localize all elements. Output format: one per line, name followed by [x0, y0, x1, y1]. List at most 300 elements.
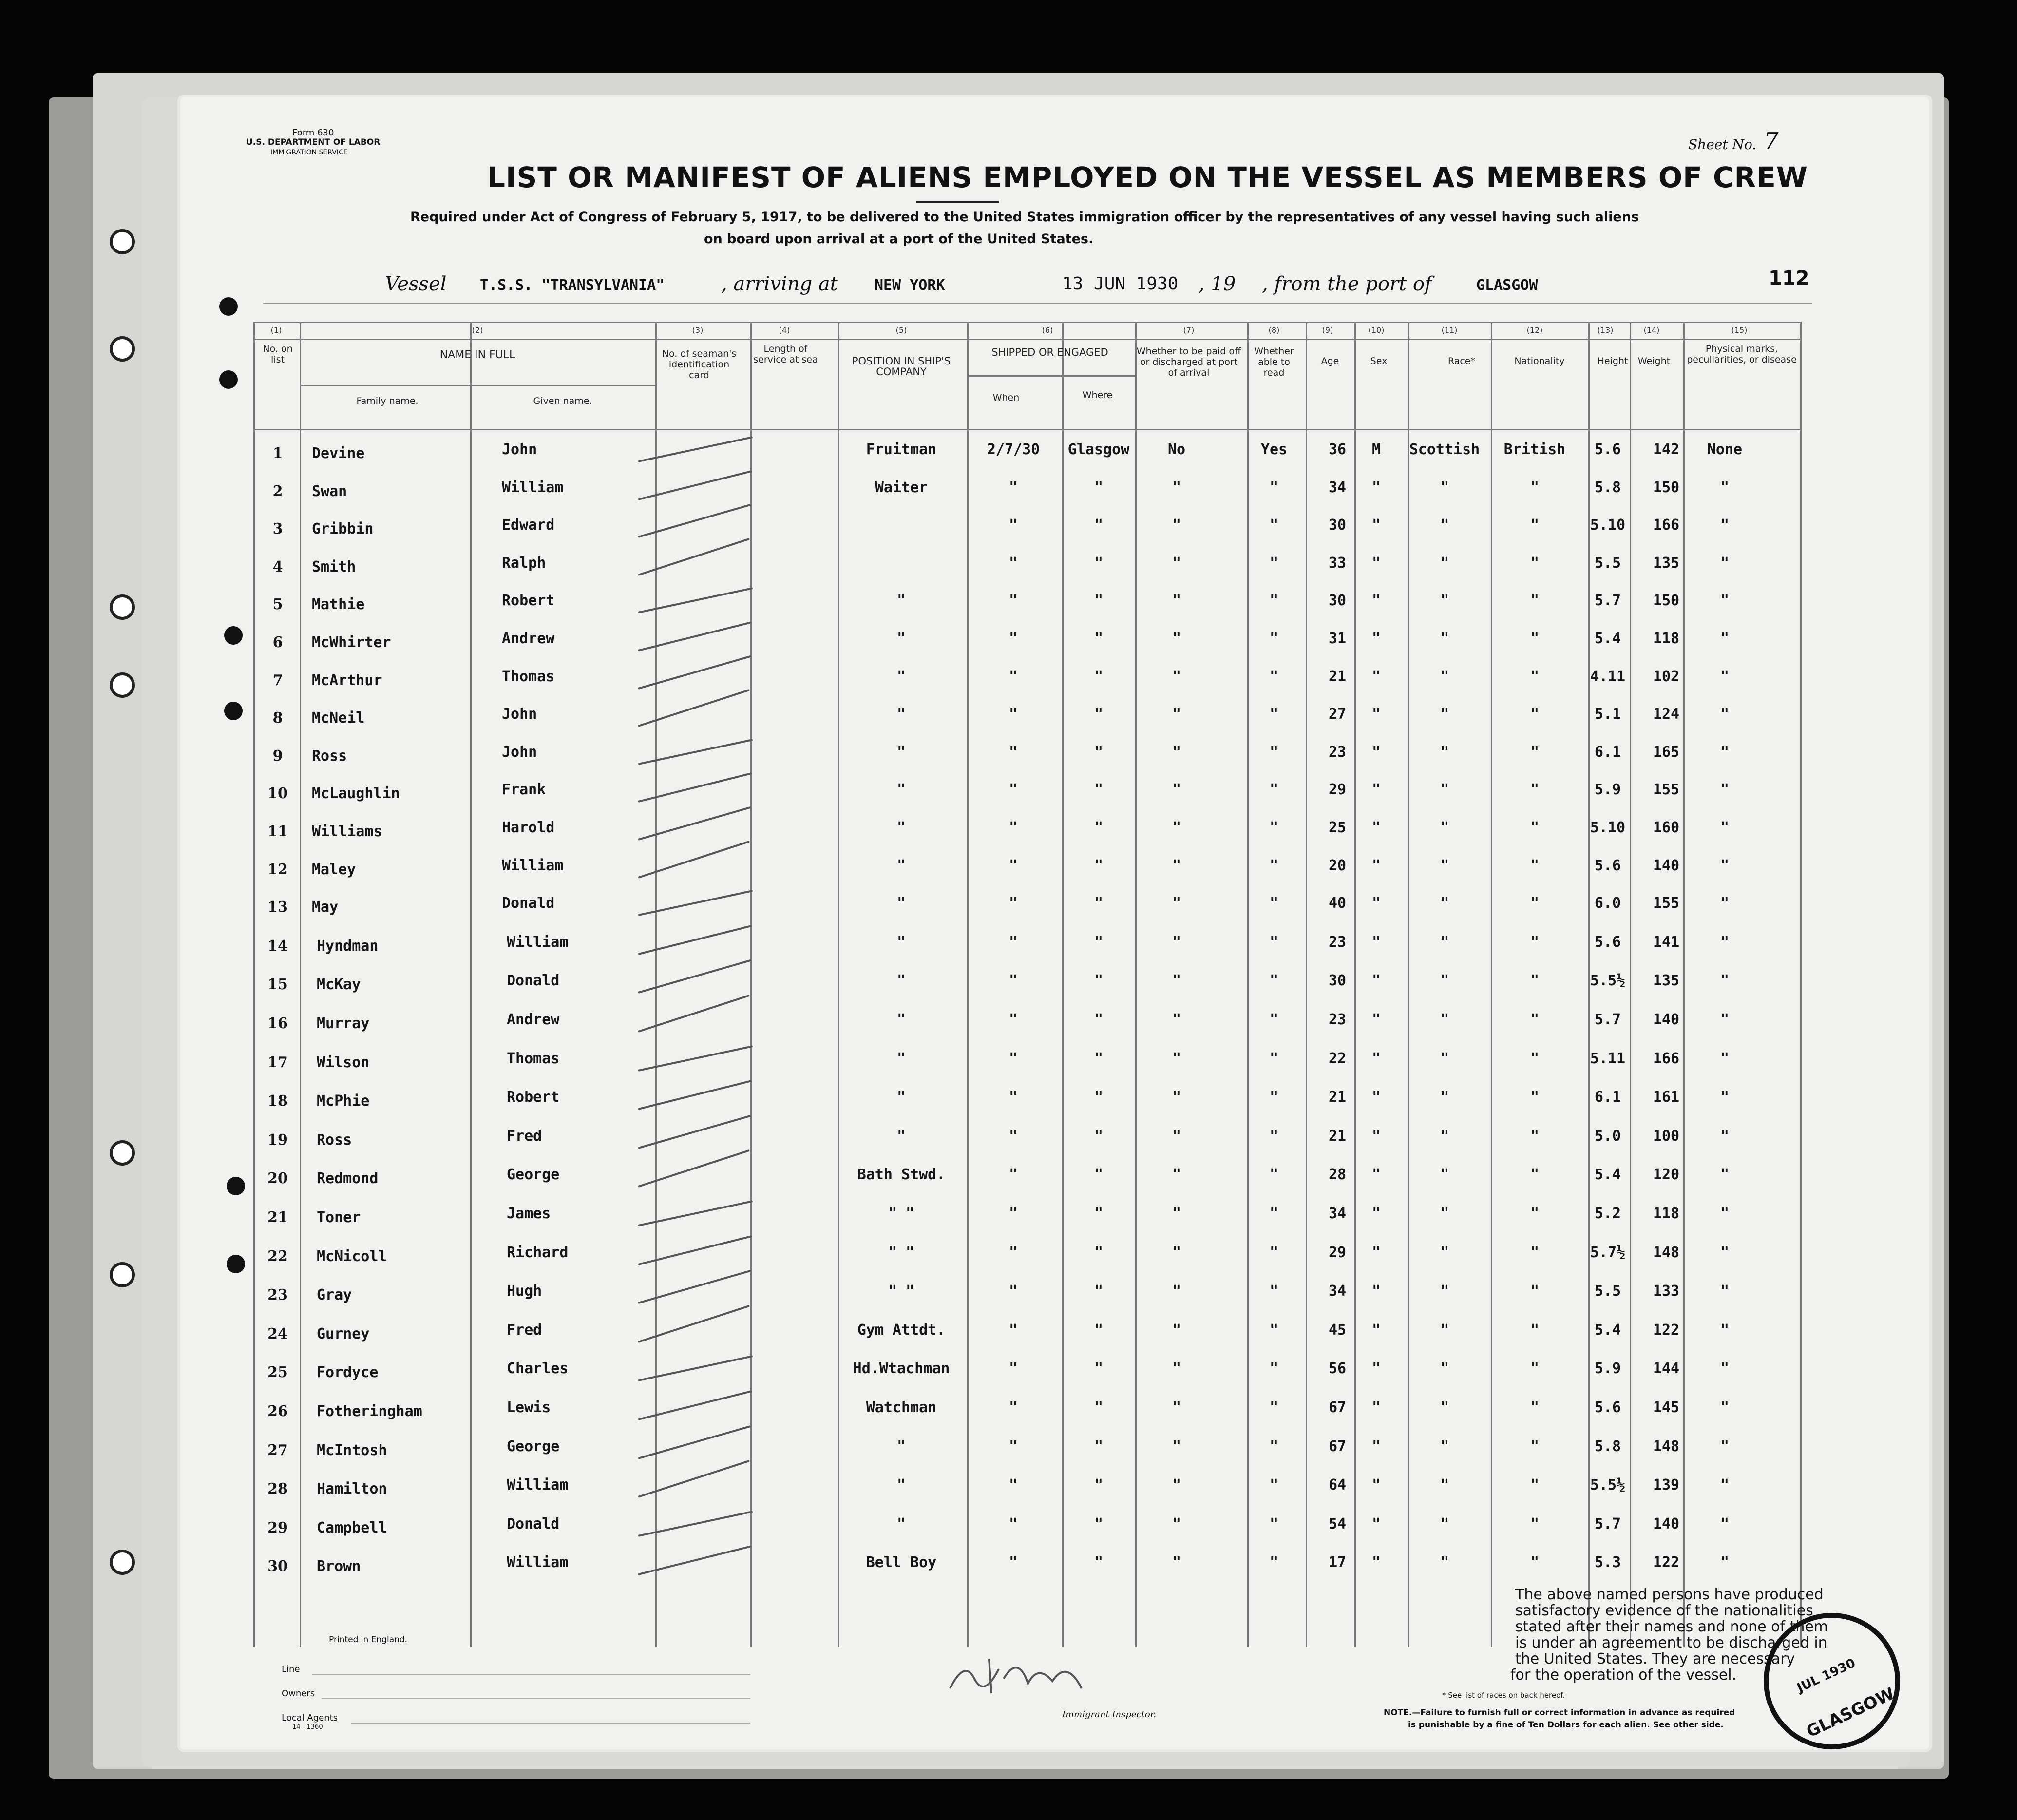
physical-marks: "	[1720, 1089, 1730, 1106]
fine-note: NOTE.—Failure to furnish full or correct information in advance as required	[1384, 1708, 1735, 1718]
sex: "	[1371, 895, 1381, 912]
sex: "	[1371, 1050, 1381, 1067]
position: "	[896, 592, 906, 610]
nationality: "	[1530, 781, 1540, 799]
given-name: Donald	[502, 895, 555, 912]
weight: 141	[1653, 933, 1680, 951]
physical-marks: "	[1720, 554, 1730, 572]
nationality: "	[1530, 1050, 1540, 1067]
shipped-where: "	[1094, 1360, 1104, 1378]
sex: "	[1371, 1166, 1381, 1184]
height: 5.4	[1594, 1321, 1621, 1339]
age: 36	[1328, 441, 1347, 458]
able-to-read: "	[1269, 517, 1279, 534]
height: 5.7½	[1590, 1244, 1626, 1261]
family-name: Ross	[317, 1131, 352, 1149]
year-label: , 19	[1199, 273, 1236, 295]
agents-rule	[351, 1723, 750, 1724]
title-rule	[916, 201, 999, 203]
family-name: McNicoll	[317, 1247, 387, 1265]
position: Fruitman	[866, 441, 937, 458]
sex: "	[1371, 1283, 1381, 1300]
weight: 118	[1653, 1205, 1680, 1222]
binder-hole	[110, 1262, 135, 1287]
weight: 135	[1653, 972, 1680, 990]
paid-off: "	[1172, 895, 1181, 912]
paid-off: "	[1172, 1321, 1181, 1339]
race: "	[1440, 517, 1449, 534]
nationality: "	[1530, 1283, 1540, 1300]
age: 21	[1328, 1089, 1347, 1106]
row-number: 11	[267, 823, 288, 840]
shipped-where: "	[1094, 857, 1104, 874]
race: "	[1440, 1166, 1449, 1184]
shipped-when: "	[1008, 933, 1018, 951]
age: 34	[1328, 1205, 1347, 1222]
nationality: "	[1530, 630, 1540, 647]
shipped-when: "	[1008, 1321, 1018, 1339]
shipped-when: "	[1008, 592, 1018, 610]
weight: 102	[1653, 668, 1680, 685]
certification-line: the United States. They are necessary	[1515, 1650, 1795, 1667]
position: "	[896, 630, 906, 647]
height: 5.9	[1594, 781, 1621, 799]
sex: "	[1371, 479, 1381, 496]
certification-line: is under an agreement to be discharged in	[1515, 1634, 1827, 1651]
races-note: * See list of races on back hereof.	[1442, 1691, 1565, 1700]
nationality: "	[1530, 819, 1540, 836]
col-no-on-list: No. on list	[263, 344, 293, 365]
given-name: William	[502, 479, 564, 496]
position: "	[896, 895, 906, 912]
given-name: Charles	[507, 1360, 569, 1378]
sex: "	[1371, 554, 1381, 572]
column-number: (14)	[1643, 326, 1660, 335]
height: 5.2	[1594, 1205, 1621, 1222]
vessel-label: Vessel	[385, 273, 447, 295]
shipped-when: "	[1008, 743, 1018, 761]
paid-off: "	[1172, 781, 1181, 799]
table-header-rule	[253, 339, 1800, 340]
position: "	[896, 933, 906, 951]
shipped-where: "	[1094, 1244, 1104, 1261]
family-name: Ross	[312, 747, 347, 765]
given-name: Richard	[507, 1244, 569, 1261]
physical-marks: "	[1720, 1166, 1730, 1184]
position: Gym Attdt.	[857, 1321, 946, 1339]
name-subheader-rule	[300, 385, 655, 386]
col-where: Where	[1082, 390, 1113, 401]
arriving-label: , arriving at	[721, 273, 838, 295]
row-number: 9	[272, 747, 283, 765]
shipped-where: "	[1094, 895, 1104, 912]
age: 67	[1328, 1399, 1347, 1416]
shipped-where: "	[1094, 1399, 1104, 1416]
height: 4.11	[1590, 668, 1626, 685]
row-number: 15	[267, 976, 288, 994]
race: "	[1440, 857, 1449, 874]
position: " "	[888, 1244, 915, 1261]
able-to-read: "	[1269, 1011, 1279, 1028]
shipped-where: "	[1094, 554, 1104, 572]
position: Hd.Wtachman	[853, 1360, 950, 1378]
family-name: Devine	[312, 445, 365, 462]
paid-off: "	[1172, 592, 1181, 610]
able-to-read: "	[1269, 933, 1279, 951]
family-name: Hamilton	[317, 1480, 387, 1498]
position: "	[896, 1437, 906, 1455]
binder-hole	[110, 1550, 135, 1575]
race: "	[1440, 1011, 1449, 1028]
given-name: Hugh	[507, 1283, 542, 1300]
weight: 165	[1653, 743, 1680, 761]
shipped-when: "	[1008, 972, 1018, 990]
binder-hole	[110, 229, 135, 254]
certification-line: The above named persons have produced	[1515, 1586, 1824, 1603]
given-name: Donald	[507, 972, 560, 990]
nationality: British	[1503, 441, 1566, 458]
family-name: Campbell	[317, 1519, 387, 1536]
position: Watchman	[866, 1399, 937, 1416]
stamp-date: JUL 1930	[1794, 1655, 1858, 1696]
shipped-where: "	[1094, 1554, 1104, 1571]
height: 5.8	[1594, 1437, 1621, 1455]
shipped-when: "	[1008, 1283, 1018, 1300]
shipped-where: "	[1094, 1011, 1104, 1028]
race: "	[1440, 895, 1449, 912]
col-position: POSITION IN SHIP'S COMPANY	[852, 355, 951, 378]
family-name: McArthur	[312, 671, 382, 689]
height: 5.6	[1594, 441, 1621, 458]
paid-off: "	[1172, 743, 1181, 761]
column-number: (2)	[472, 326, 483, 335]
age: 28	[1328, 1166, 1347, 1184]
race: "	[1440, 1515, 1449, 1533]
paid-off: "	[1172, 1166, 1181, 1184]
age: 64	[1328, 1476, 1347, 1494]
col-physical-marks: Physical marks, peculiarities, or disease	[1687, 344, 1797, 365]
height: 5.7	[1594, 1011, 1621, 1028]
inspector-label: Immigrant Inspector.	[1062, 1709, 1157, 1720]
sex: "	[1371, 933, 1381, 951]
sex: "	[1371, 1011, 1381, 1028]
shipped-where: "	[1094, 933, 1104, 951]
shipped-when: "	[1008, 1089, 1018, 1106]
height: 5.5	[1594, 554, 1621, 572]
sex: "	[1371, 1437, 1381, 1455]
given-name: Ralph	[502, 554, 546, 572]
weight: 155	[1653, 895, 1680, 912]
nationality: "	[1530, 1244, 1540, 1261]
family-name: Gray	[317, 1286, 352, 1304]
sex: "	[1371, 1554, 1381, 1571]
row-number: 7	[272, 671, 283, 689]
shipped-when: "	[1008, 1166, 1018, 1184]
race: "	[1440, 1283, 1449, 1300]
age: 23	[1328, 1011, 1347, 1028]
stamp-city: GLASGOW	[1803, 1684, 1898, 1742]
family-name: Murray	[317, 1015, 370, 1032]
sex: "	[1371, 706, 1381, 723]
race: "	[1440, 1050, 1449, 1067]
column-number: (1)	[270, 326, 282, 335]
physical-marks: "	[1720, 933, 1730, 951]
sex: "	[1371, 1321, 1381, 1339]
physical-marks: "	[1720, 1554, 1730, 1571]
shipped-when: "	[1008, 1360, 1018, 1378]
able-to-read: "	[1269, 1244, 1279, 1261]
col-sex: Sex	[1370, 356, 1388, 366]
col-family-name: Family name.	[356, 396, 419, 406]
row-number: 19	[267, 1131, 288, 1149]
shipped-when: "	[1008, 1554, 1018, 1571]
binder-rivet	[219, 297, 238, 316]
family-name: Maley	[312, 861, 356, 878]
height: 5.11	[1590, 1050, 1626, 1067]
binder-hole	[110, 336, 135, 362]
paid-off: "	[1172, 1360, 1181, 1378]
paid-off: "	[1172, 819, 1181, 836]
weight: 135	[1653, 554, 1680, 572]
fine-note-2: is punishable by a fine of Ten Dollars for each alien. See other side.	[1408, 1720, 1724, 1730]
family-name: McKay	[317, 976, 361, 994]
family-name: Williams	[312, 823, 382, 840]
shipped-when: "	[1008, 517, 1018, 534]
col-able-read: Whether able to read	[1254, 346, 1294, 378]
paid-off: "	[1172, 517, 1181, 534]
paid-off: "	[1172, 668, 1181, 685]
sex: M	[1371, 441, 1381, 458]
shipped-where: "	[1094, 1127, 1104, 1145]
height: 5.4	[1594, 1166, 1621, 1184]
family-name: McPhie	[317, 1092, 370, 1110]
shipped-when: 2/7/30	[987, 441, 1040, 458]
shipped-where: "	[1094, 819, 1104, 836]
sheet-number: 7	[1764, 128, 1779, 155]
age: 30	[1328, 972, 1347, 990]
physical-marks: "	[1720, 1515, 1730, 1533]
family-name: Hyndman	[317, 937, 379, 955]
given-name: Fred	[507, 1127, 542, 1145]
shipped-where: "	[1094, 972, 1104, 990]
height: 5.6	[1594, 933, 1621, 951]
position: " "	[888, 1283, 915, 1300]
able-to-read: "	[1269, 1554, 1279, 1571]
race: "	[1440, 1360, 1449, 1378]
age: 20	[1328, 857, 1347, 874]
departure-port: GLASGOW	[1476, 277, 1538, 294]
position: "	[896, 972, 906, 990]
family-name: Wilson	[317, 1054, 370, 1071]
sheet-label: Sheet No.	[1688, 136, 1757, 153]
row-number: 3	[272, 520, 283, 538]
row-number: 1	[272, 445, 283, 462]
age: 27	[1328, 706, 1347, 723]
certification-line: satisfactory evidence of the nationalities	[1515, 1602, 1813, 1619]
printed-in: Printed in England.	[329, 1635, 408, 1645]
table-column-rule	[750, 322, 752, 1647]
able-to-read: "	[1269, 630, 1279, 647]
family-name: Swan	[312, 482, 347, 500]
row-number: 25	[267, 1364, 288, 1381]
column-number: (10)	[1368, 326, 1385, 335]
physical-marks: "	[1720, 1476, 1730, 1494]
weight: 148	[1653, 1244, 1680, 1261]
column-number: (4)	[779, 326, 790, 335]
race: "	[1440, 1127, 1449, 1145]
given-name: Lewis	[507, 1399, 551, 1416]
position: Waiter	[875, 479, 928, 496]
position: Bath Stwd.	[857, 1166, 946, 1184]
given-name: Thomas	[507, 1050, 560, 1067]
weight: 124	[1653, 706, 1680, 723]
age: 29	[1328, 1244, 1347, 1261]
able-to-read: "	[1269, 592, 1279, 610]
shipped-when: "	[1008, 554, 1018, 572]
weight: 120	[1653, 1166, 1680, 1184]
shipped-where: "	[1094, 1321, 1104, 1339]
nationality: "	[1530, 479, 1540, 496]
position: "	[896, 743, 906, 761]
paid-off: "	[1172, 706, 1181, 723]
able-to-read: "	[1269, 1283, 1279, 1300]
shipped-when: "	[1008, 1127, 1018, 1145]
physical-marks: "	[1720, 895, 1730, 912]
able-to-read: "	[1269, 1050, 1279, 1067]
owners-label: Owners	[282, 1688, 315, 1699]
race: "	[1440, 819, 1449, 836]
weight: 144	[1653, 1360, 1680, 1378]
row-number: 18	[267, 1092, 288, 1110]
race: "	[1440, 933, 1449, 951]
department: U.S. DEPARTMENT OF LABOR	[246, 137, 381, 147]
height: 5.8	[1594, 479, 1621, 496]
weight: 122	[1653, 1554, 1680, 1571]
row-number: 29	[267, 1519, 288, 1536]
vessel-line-rule	[263, 303, 1812, 304]
nationality: "	[1530, 1554, 1540, 1571]
given-name: Frank	[502, 781, 546, 799]
height: 5.5½	[1590, 1476, 1626, 1494]
sex: "	[1371, 1515, 1381, 1533]
shipped-where: "	[1094, 1437, 1104, 1455]
position: "	[896, 1515, 906, 1533]
nationality: "	[1530, 1515, 1540, 1533]
age: 40	[1328, 895, 1347, 912]
age: 33	[1328, 554, 1347, 572]
weight: 150	[1653, 592, 1680, 610]
position: " "	[888, 1205, 915, 1222]
shipped-where: "	[1094, 1050, 1104, 1067]
weight: 148	[1653, 1437, 1680, 1455]
binder-hole	[110, 672, 135, 698]
race: Scottish	[1409, 441, 1480, 458]
given-name: Robert	[502, 592, 555, 610]
height: 5.6	[1594, 1399, 1621, 1416]
able-to-read: "	[1269, 972, 1279, 990]
given-name: John	[502, 706, 537, 723]
subtitle-line-2: on board upon arrival at a port of the United States.	[704, 231, 1094, 247]
given-name: William	[507, 933, 569, 951]
col-given-name: Given name.	[533, 396, 592, 406]
table-header-rule	[967, 375, 1135, 377]
paid-off: "	[1172, 1127, 1181, 1145]
paid-off: "	[1172, 1283, 1181, 1300]
nationality: "	[1530, 895, 1540, 912]
race: "	[1440, 1476, 1449, 1494]
height: 5.3	[1594, 1554, 1621, 1571]
physical-marks: "	[1720, 479, 1730, 496]
shipped-where: "	[1094, 706, 1104, 723]
race: "	[1440, 781, 1449, 799]
family-name: Toner	[317, 1209, 361, 1226]
race: "	[1440, 668, 1449, 685]
nationality: "	[1530, 517, 1540, 534]
physical-marks: "	[1720, 972, 1730, 990]
given-name: John	[502, 743, 537, 761]
family-name: Gurney	[317, 1325, 370, 1342]
nationality: "	[1530, 1476, 1540, 1494]
able-to-read: "	[1269, 1515, 1279, 1533]
sex: "	[1371, 819, 1381, 836]
race: "	[1440, 1437, 1449, 1455]
col-when: When	[992, 392, 1020, 403]
paid-off: "	[1172, 933, 1181, 951]
weight: 140	[1653, 1515, 1680, 1533]
physical-marks: "	[1720, 857, 1730, 874]
nationality: "	[1530, 857, 1540, 874]
family-name: Fotheringham	[317, 1403, 422, 1420]
age: 34	[1328, 479, 1347, 496]
height: 5.10	[1590, 517, 1626, 534]
row-number: 22	[267, 1247, 288, 1265]
nationality: "	[1530, 1089, 1540, 1106]
age: 21	[1328, 1127, 1347, 1145]
physical-marks: "	[1720, 1283, 1730, 1300]
row-number: 10	[267, 785, 288, 803]
age: 23	[1328, 933, 1347, 951]
position: "	[896, 857, 906, 874]
shipped-when: "	[1008, 819, 1018, 836]
sex: "	[1371, 630, 1381, 647]
inspector-signature	[945, 1649, 1101, 1703]
family-name: Redmond	[317, 1170, 379, 1188]
weight: 100	[1653, 1127, 1680, 1145]
age: 31	[1328, 630, 1347, 647]
physical-marks: "	[1720, 1321, 1730, 1339]
position: "	[896, 668, 906, 685]
position: "	[896, 1476, 906, 1494]
shipped-where: "	[1094, 479, 1104, 496]
shipped-when: "	[1008, 630, 1018, 647]
col-name-in-full: NAME IN FULL	[439, 349, 515, 361]
paid-off: "	[1172, 1205, 1181, 1222]
weight: 140	[1653, 857, 1680, 874]
sex: "	[1371, 857, 1381, 874]
weight: 142	[1653, 441, 1680, 458]
shipped-when: "	[1008, 857, 1018, 874]
age: 22	[1328, 1050, 1347, 1067]
shipped-where: "	[1094, 1166, 1104, 1184]
family-name: McWhirter	[312, 634, 391, 651]
position: "	[896, 1089, 906, 1106]
column-number: (8)	[1268, 326, 1280, 335]
family-name: May	[312, 899, 339, 916]
height: 5.7	[1594, 592, 1621, 610]
given-name: William	[507, 1554, 569, 1571]
shipped-when: "	[1008, 1205, 1018, 1222]
shipped-where: "	[1094, 1515, 1104, 1533]
